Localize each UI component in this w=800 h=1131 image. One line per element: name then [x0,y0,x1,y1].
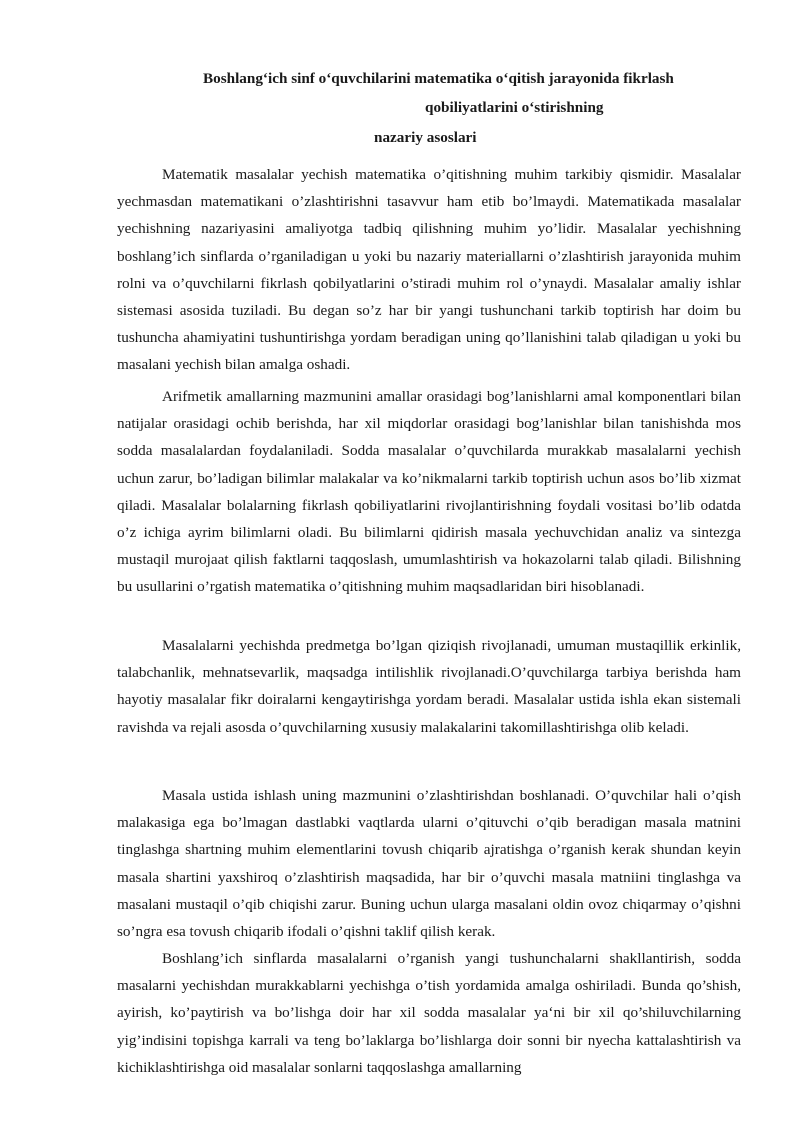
paragraph: Masalalarni yechishda predmetga bo’lgan qiziqish rivojlanadi, umuman mustaqillik erkinlik, talabchanlik, mehnatsevarlik, maqsadga intilishlik rivojlanadi.O’quvchilarga tarbiya berishda ham hayotiy masalalar fikr doiralarni kengaytirishga yordam beradi. Masalalar ustida ishla ekan sistemali ravishda va rejali asosda o’quvchilarning xususiy malakalarini takomillashtirishga olib keladi. [117,637,741,736]
title-line-2: qobiliyatlarini o‘stirishning [425,99,604,116]
title-line-1: Boshlang‘ich sinf o‘quvchilarini matematika o‘qitish jarayonida fikrlash [203,70,674,87]
paragraph: Arifmetik amallarning mazmunini amallar orasidagi bog’lanishlarni amal komponentlari bilan natijalar orasidagi ochib berishda, har xil miqdorlar orasidagi bog’lanishlar bilan tanishishda mos sodda masalalardan foydalaniladi. Sodda masalalar o’quvchilarda murakkab masalalarni yechish uchun zarur, bo’ladigan bilimlar malakalar va ko’nikmalarni tarkib toptirish uchun asos bo’lib xizmat qiladi. Masalalar bolalarning fikrlash qobiliyatlarini rivojlantirishning foydali vositasi bo’lib odatda o’z ichiga ayrim bilimlarni oladi. Bu bilimlarni qidirish masala yechuvchidan analiz va sintezga mustaqil murojaat qilish faktlarni taqqoslash, umumlashtirish va hokazolarni talab qiladi. Bilishning bu usullarini o’rgatish matematika o’qitishning muhim maqsadlaridan biri hisoblanadi. [117,388,741,596]
paragraph: Matematik masalalar yechish matematika o’qitishning muhim tarkibiy qismidir. Masalalar yechmasdan matematikani o’zlashtirishni tasavvur ham etib bo’lmaydi. Matematikada masalalar yechishning nazariyasini amaliyotga tadbiq qilishning muhim yo’lidir. Masalalar yechishning boshlang’ich sinflarda o’rganiladigan u yoki bu nazariy materiallarni o’zlashtirish jarayonida muhim rolni va o’quvchilarni fikrlash qobilyatlarini o’stiradi muhim rol o’ynaydi. Masalalar amaliy ishlar sistemasi asosida tuziladi. Bu degan so’z har bir yangi tushunchani tarkib toptirish har doim bu tushuncha ahamiyatini tushuntirishga yordam beradigan uning qo’llanishini talab qiladigan u yoki bu masalani yechish bilan amalga oshadi. [117,166,741,374]
paragraph: Boshlang’ich sinflarda masalalarni o’rganish yangi tushunchalarni shakllantirish, sodda masalarni yechishdan murakkablarni yechishga o’tish yordamida amalga oshiriladi. Bunda qo’shish, ayirish, ko’paytirish va bo’lishga doir har xil sodda masalalar ya‘ni bir xil qo’shiluvchilarning yig’indisini topishga karrali va teng bo’laklarga bo’lishlarga doir sonni bir nyecha kattalashtirish va kichiklashtirishga oid masalalar sonlarni taqqoslashga amallarning [117,950,741,1076]
title-line-3: nazariy asoslari [374,129,477,146]
paragraph: Masala ustida ishlash uning mazmunini o’zlashtirishdan boshlanadi. O’quvchilar hali o’qish malakasiga ega bo’lmagan dastlabki vaqtlarda ularni o’qituvchi o’qib beradigan masala matnini tinglashga shartning muhim elementlarini tovush chiqarib ajratishga o’rganish kerak shundan keyin masala shartini yaxshiroq o’zlashtirish maqsadida, har bir o’quvchi masala matniini tinglashga va masalani mustaqil o’qib chiqishi zarur. Buning uchun ularga masalani oldin ovoz chiqarmay o’qishni so’ngra esa tovush chiqarib ifodali o’qishni taklif qilish kerak. [117,787,741,941]
